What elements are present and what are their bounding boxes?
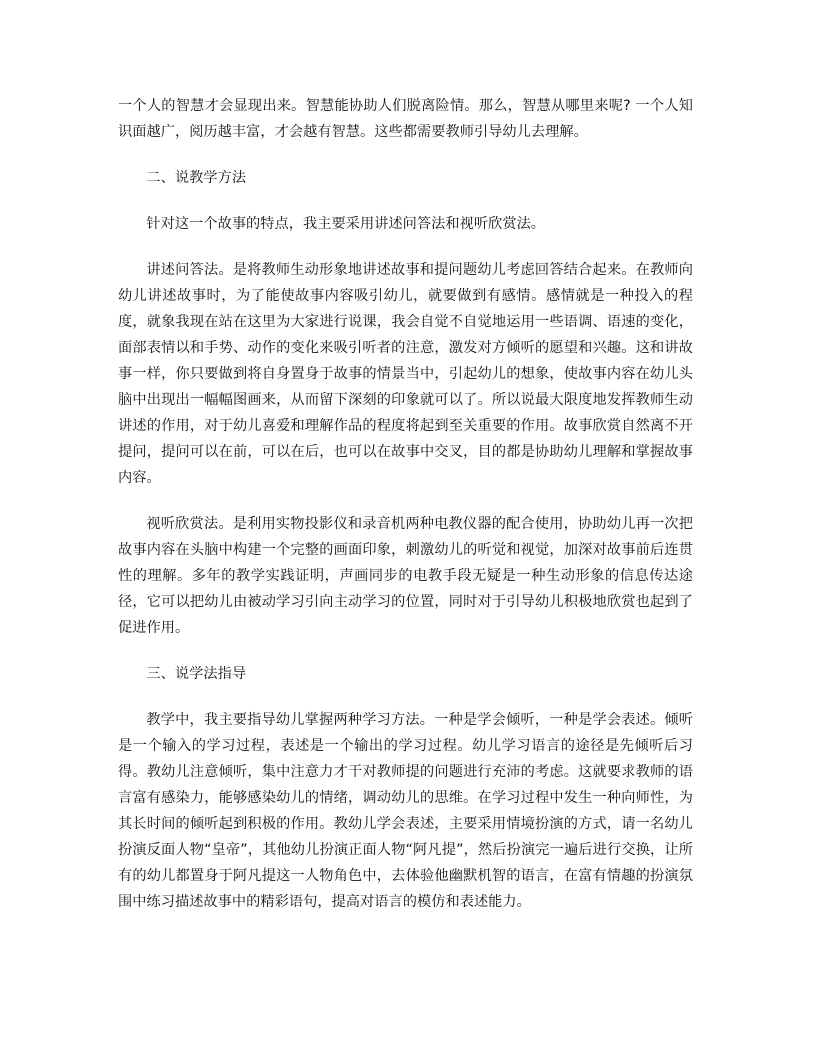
paragraph-audiovisual-method: 视听欣赏法。是利用实物投影仪和录音机两种电教仪器的配合使用，协助幼儿再一次把故事内容在头脑中构建一个完整的画面印象，刺激幼儿的听觉和视觉，加深对故事前后连贯性的理解。多年的教学实践证明，声画同步的电教手段无疑是一种生动形象的信息传达途径，它可以把幼儿由被动学习引向主动学习的位置，同时对于引导幼儿积极地欣赏也起到了促进作用。 — [118, 516, 693, 636]
paragraph-narration-qa-method: 讲述问答法。是将教师生动形象地讲述故事和提问题幼儿考虑回答结合起来。在教师向幼儿讲述故事时，为了能使故事内容吸引幼儿，就要做到有感情。感情就是一种投入的程度，就象我现在站在这里为大家进行说课，我会自觉不自觉地运用一些语调、语速的变化，面部表情以和手势、动作的变化来吸引听者的注意，激发对方倾听的愿望和兴趣。这和讲故事一样，你只要做到将自身置身于故事的情景当中，引起幼儿的想象，使故事内容在幼儿头脑中出现出一幅幅图画来，从而留下深刻的印象就可以了。所以说最大限度地发挥教师生动讲述的作用，对于幼儿喜爱和理解作品的程度将起到至关重要的作用。故事欣赏自然离不开提问，提问可以在前，可以在后，也可以在故事中交叉，目的都是协助幼儿理解和掌握故事内容。 — [118, 262, 693, 486]
paragraph-learning-methods: 教学中，我主要指导幼儿掌握两种学习方法。一种是学会倾听，一种是学会表述。倾听是一个输入的学习过程，表述是一个输出的学习过程。幼儿学习语言的途径是先倾听后习得。教幼儿注意倾听，集中注意力才干对教师提的问题进行充沛的考虑。这就要求教师的语言富有感染力，能够感染幼儿的情绪，调动幼儿的思维。在学习过程中发生一种向师性，为其长时间的倾听起到积极的作用。教幼儿学会表述，主要采用情境扮演的方式，请一名幼儿扮演反面人物“皇帝”，其他幼儿扮演正面人物“阿凡提”，然后扮演完一遍后进行交换，让所有的幼儿都置身于阿凡提这一人物角色中，去体验他幽默机智的语言，在富有情趣的扮演氛围中练习描述故事中的精彩语句，提高对语言的模仿和表述能力。 — [118, 712, 693, 910]
section-heading-teaching-methods: 二、说教学方法 — [146, 170, 247, 186]
document-page — [118, 93, 693, 935]
section-heading-learning-guidance: 三、说学法指导 — [146, 666, 247, 682]
paragraph-methods-overview: 针对这一个故事的特点，我主要采用讲述问答法和视听欣赏法。 — [146, 216, 546, 232]
paragraph-intro-continuation: 一个人的智慧才会显现出来。智慧能协助人们脱离险情。那么，智慧从哪里来呢? 一个人知识面越广，阅历越丰富，才会越有智慧。这些都需要教师引导幼儿去理解。 — [118, 98, 693, 140]
